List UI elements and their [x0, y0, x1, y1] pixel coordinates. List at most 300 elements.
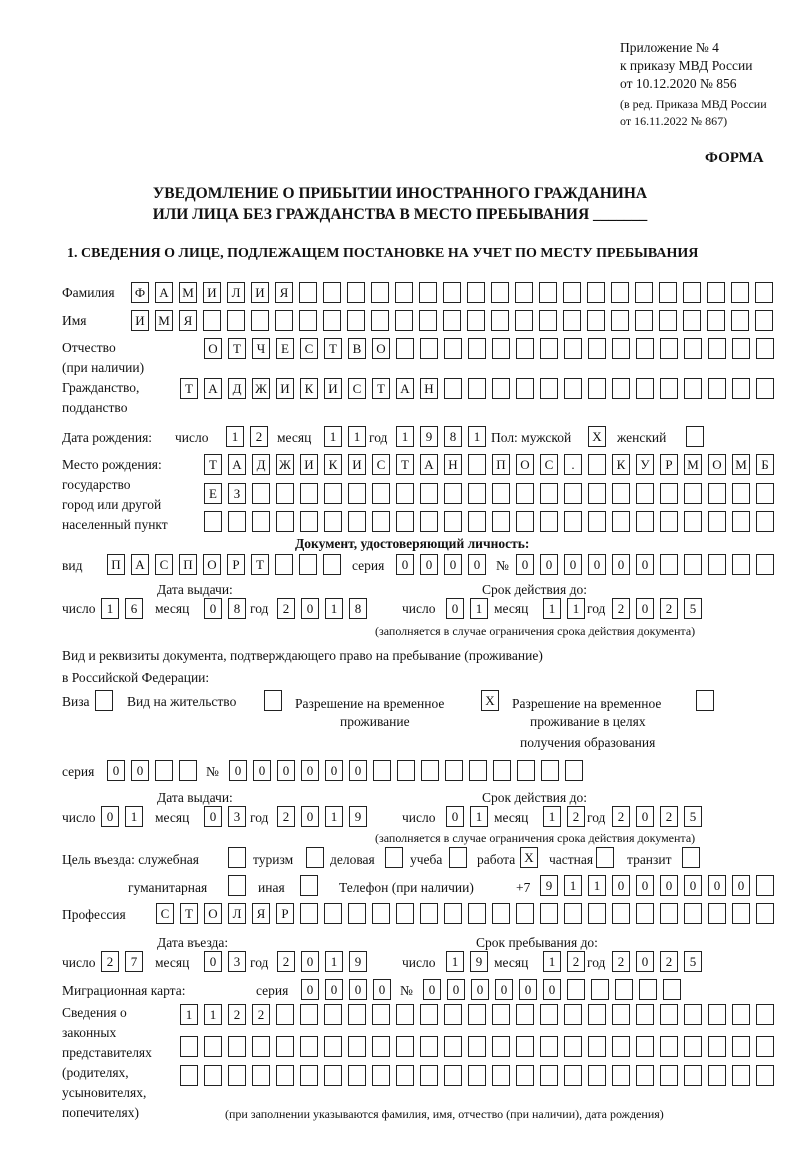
row3-cell[interactable] — [468, 1065, 486, 1086]
patronymic-cell[interactable] — [540, 338, 558, 359]
row2-cell[interactable] — [660, 1036, 678, 1057]
row3-cell[interactable] — [228, 1065, 246, 1086]
series-cell[interactable]: 0 — [301, 979, 319, 1000]
row1-cell[interactable] — [636, 1004, 654, 1025]
surname-cell[interactable] — [731, 282, 749, 303]
pob1-cell[interactable]: К — [324, 454, 342, 475]
pob3-cell[interactable] — [708, 511, 726, 532]
pob3-cell[interactable] — [636, 511, 654, 532]
surname-cell[interactable] — [419, 282, 437, 303]
pob2-cell[interactable]: Е — [204, 483, 222, 504]
patronymic-cell[interactable] — [684, 338, 702, 359]
number-cell[interactable]: 0 — [495, 979, 513, 1000]
pob2-cell[interactable] — [588, 483, 606, 504]
name-cell[interactable]: И — [131, 310, 149, 331]
row1-cell[interactable] — [324, 1004, 342, 1025]
stay-year-cell[interactable]: 0 — [636, 951, 654, 972]
issue-year-cell[interactable]: 1 — [325, 598, 343, 619]
issue-day-cell[interactable]: 1 — [101, 598, 119, 619]
dob-year-cell[interactable]: 8 — [444, 426, 462, 447]
year-cell[interactable]: 2 — [277, 951, 295, 972]
kind-cell[interactable]: С — [155, 554, 173, 575]
pob2-cell[interactable] — [324, 483, 342, 504]
row2-cell[interactable] — [636, 1036, 654, 1057]
surname-cell[interactable] — [587, 282, 605, 303]
row3-cell[interactable] — [612, 1065, 630, 1086]
dob-year-cell[interactable]: 9 — [420, 426, 438, 447]
row3-cell[interactable] — [540, 1065, 558, 1086]
row2-cell[interactable] — [756, 1036, 774, 1057]
issue-year-cell[interactable]: 9 — [349, 806, 367, 827]
issue-month-cell[interactable]: 0 — [204, 806, 222, 827]
pob1-cell[interactable]: М — [732, 454, 750, 475]
pob2-cell[interactable] — [540, 483, 558, 504]
profession-cell[interactable] — [684, 903, 702, 924]
row2-cell[interactable] — [612, 1036, 630, 1057]
name-cell[interactable] — [491, 310, 509, 331]
row3-cell[interactable] — [708, 1065, 726, 1086]
kind-cell[interactable]: Р — [227, 554, 245, 575]
row1-cell[interactable] — [708, 1004, 726, 1025]
number-cell[interactable]: 0 — [564, 554, 582, 575]
citizenship-cell[interactable] — [708, 378, 726, 399]
kind-cell[interactable]: П — [107, 554, 125, 575]
pob1-cell[interactable]: . — [564, 454, 582, 475]
citizenship-cell[interactable]: И — [324, 378, 342, 399]
name-cell[interactable] — [227, 310, 245, 331]
profession-cell[interactable] — [492, 903, 510, 924]
name-cell[interactable] — [443, 310, 461, 331]
pob1-cell[interactable]: Т — [204, 454, 222, 475]
pob1-cell[interactable]: О — [708, 454, 726, 475]
patronymic-cell[interactable] — [396, 338, 414, 359]
trpe-cell[interactable] — [696, 690, 714, 711]
valid-year-cell[interactable]: 5 — [684, 806, 702, 827]
pob1-cell[interactable]: Д — [252, 454, 270, 475]
row1-cell[interactable] — [420, 1004, 438, 1025]
surname-cell[interactable] — [323, 282, 341, 303]
name-cell[interactable] — [563, 310, 581, 331]
citizenship-cell[interactable] — [468, 378, 486, 399]
issue-year-cell[interactable]: 2 — [277, 806, 295, 827]
surname-cell[interactable] — [395, 282, 413, 303]
row2-cell[interactable] — [732, 1036, 750, 1057]
row1-cell[interactable] — [468, 1004, 486, 1025]
name-cell[interactable] — [347, 310, 365, 331]
row1-cell[interactable] — [564, 1004, 582, 1025]
phone-cell[interactable]: 0 — [660, 875, 678, 896]
business-cell[interactable] — [385, 847, 403, 868]
pob3-cell[interactable] — [756, 511, 774, 532]
row1-cell[interactable] — [516, 1004, 534, 1025]
other-cell[interactable] — [300, 875, 318, 896]
issue-day-cell[interactable]: 6 — [125, 598, 143, 619]
row1-cell[interactable] — [732, 1004, 750, 1025]
profession-cell[interactable]: Я — [252, 903, 270, 924]
citizenship-cell[interactable]: А — [396, 378, 414, 399]
number-cell[interactable] — [493, 760, 511, 781]
number-cell[interactable] — [660, 554, 678, 575]
pob3-cell[interactable] — [276, 511, 294, 532]
name-cell[interactable] — [371, 310, 389, 331]
citizenship-cell[interactable] — [588, 378, 606, 399]
series-cell[interactable]: 0 — [468, 554, 486, 575]
citizenship-cell[interactable]: Т — [180, 378, 198, 399]
name-cell[interactable] — [467, 310, 485, 331]
issue-year-cell[interactable]: 1 — [325, 806, 343, 827]
pob1-cell[interactable]: И — [348, 454, 366, 475]
patronymic-cell[interactable] — [420, 338, 438, 359]
row1-cell[interactable] — [396, 1004, 414, 1025]
row2-cell[interactable] — [708, 1036, 726, 1057]
row2-cell[interactable] — [396, 1036, 414, 1057]
row2-cell[interactable] — [420, 1036, 438, 1057]
row2-cell[interactable] — [324, 1036, 342, 1057]
citizenship-cell[interactable] — [540, 378, 558, 399]
number-cell[interactable] — [567, 979, 585, 1000]
pob1-cell[interactable] — [468, 454, 486, 475]
phone-cell[interactable] — [756, 875, 774, 896]
pob2-cell[interactable] — [684, 483, 702, 504]
valid-month-cell[interactable]: 1 — [543, 806, 561, 827]
number-cell[interactable]: 0 — [423, 979, 441, 1000]
number-cell[interactable]: 0 — [325, 760, 343, 781]
pob2-cell[interactable] — [348, 483, 366, 504]
number-cell[interactable] — [445, 760, 463, 781]
valid-year-cell[interactable]: 5 — [684, 598, 702, 619]
surname-cell[interactable]: Л — [227, 282, 245, 303]
row2-cell[interactable] — [372, 1036, 390, 1057]
phone-cell[interactable]: 1 — [588, 875, 606, 896]
name-cell[interactable]: М — [155, 310, 173, 331]
profession-cell[interactable] — [420, 903, 438, 924]
number-cell[interactable] — [615, 979, 633, 1000]
private-cell[interactable] — [596, 847, 614, 868]
row2-cell[interactable] — [204, 1036, 222, 1057]
patronymic-cell[interactable] — [588, 338, 606, 359]
name-cell[interactable] — [659, 310, 677, 331]
pob2-cell[interactable] — [372, 483, 390, 504]
kind-cell[interactable] — [275, 554, 293, 575]
profession-cell[interactable] — [588, 903, 606, 924]
row2-cell[interactable] — [516, 1036, 534, 1057]
row1-cell[interactable]: 1 — [180, 1004, 198, 1025]
profession-cell[interactable] — [348, 903, 366, 924]
series-cell[interactable]: 0 — [444, 554, 462, 575]
pob3-cell[interactable] — [732, 511, 750, 532]
surname-cell[interactable] — [563, 282, 581, 303]
name-cell[interactable] — [539, 310, 557, 331]
name-cell[interactable] — [251, 310, 269, 331]
citizenship-cell[interactable]: Н — [420, 378, 438, 399]
row1-cell[interactable]: 2 — [228, 1004, 246, 1025]
row3-cell[interactable] — [204, 1065, 222, 1086]
number-cell[interactable] — [421, 760, 439, 781]
profession-cell[interactable]: Р — [276, 903, 294, 924]
row1-cell[interactable] — [612, 1004, 630, 1025]
profession-cell[interactable] — [396, 903, 414, 924]
citizenship-cell[interactable] — [636, 378, 654, 399]
pob2-cell[interactable] — [756, 483, 774, 504]
name-cell[interactable] — [515, 310, 533, 331]
profession-cell[interactable] — [732, 903, 750, 924]
number-cell[interactable]: 0 — [636, 554, 654, 575]
row1-cell[interactable] — [444, 1004, 462, 1025]
name-cell[interactable] — [395, 310, 413, 331]
surname-cell[interactable] — [635, 282, 653, 303]
number-cell[interactable]: 0 — [543, 979, 561, 1000]
citizenship-cell[interactable] — [564, 378, 582, 399]
pob3-cell[interactable] — [420, 511, 438, 532]
name-cell[interactable] — [203, 310, 221, 331]
pob2-cell[interactable] — [516, 483, 534, 504]
pob2-cell[interactable] — [276, 483, 294, 504]
row2-cell[interactable] — [180, 1036, 198, 1057]
profession-cell[interactable] — [516, 903, 534, 924]
pob2-cell[interactable] — [492, 483, 510, 504]
number-cell[interactable] — [469, 760, 487, 781]
profession-cell[interactable] — [660, 903, 678, 924]
surname-cell[interactable] — [683, 282, 701, 303]
surname-cell[interactable] — [659, 282, 677, 303]
valid-year-cell[interactable]: 0 — [636, 806, 654, 827]
pob1-cell[interactable]: С — [540, 454, 558, 475]
issue-year-cell[interactable]: 0 — [301, 806, 319, 827]
issue-month-cell[interactable]: 0 — [204, 598, 222, 619]
number-cell[interactable] — [756, 554, 774, 575]
patronymic-cell[interactable] — [492, 338, 510, 359]
profession-cell[interactable]: О — [204, 903, 222, 924]
day-cell[interactable]: 2 — [101, 951, 119, 972]
surname-cell[interactable] — [371, 282, 389, 303]
row3-cell[interactable] — [348, 1065, 366, 1086]
visa-cell[interactable] — [95, 690, 113, 711]
row1-cell[interactable]: 1 — [204, 1004, 222, 1025]
citizenship-cell[interactable]: Ж — [252, 378, 270, 399]
series-cell[interactable]: 0 — [107, 760, 125, 781]
pob1-cell[interactable]: С — [372, 454, 390, 475]
name-cell[interactable] — [299, 310, 317, 331]
row2-cell[interactable] — [348, 1036, 366, 1057]
valid-year-cell[interactable]: 2 — [612, 806, 630, 827]
row2-cell[interactable] — [300, 1036, 318, 1057]
patronymic-cell[interactable]: О — [372, 338, 390, 359]
valid-day-cell[interactable]: 0 — [446, 806, 464, 827]
row3-cell[interactable] — [252, 1065, 270, 1086]
citizenship-cell[interactable] — [516, 378, 534, 399]
pob3-cell[interactable] — [492, 511, 510, 532]
series-cell[interactable]: 0 — [373, 979, 391, 1000]
kind-cell[interactable]: Т — [251, 554, 269, 575]
citizenship-cell[interactable] — [684, 378, 702, 399]
series-cell[interactable] — [179, 760, 197, 781]
name-cell[interactable] — [587, 310, 605, 331]
row3-cell[interactable] — [756, 1065, 774, 1086]
citizenship-cell[interactable] — [492, 378, 510, 399]
pob3-cell[interactable] — [564, 511, 582, 532]
name-cell[interactable] — [275, 310, 293, 331]
patronymic-cell[interactable]: Т — [324, 338, 342, 359]
rp-cell[interactable] — [264, 690, 282, 711]
pob1-cell[interactable]: Т — [396, 454, 414, 475]
citizenship-cell[interactable]: Т — [372, 378, 390, 399]
work-cell[interactable]: X — [520, 847, 538, 868]
surname-cell[interactable]: Ф — [131, 282, 149, 303]
surname-cell[interactable]: А — [155, 282, 173, 303]
pob1-cell[interactable]: И — [300, 454, 318, 475]
patronymic-cell[interactable]: Т — [228, 338, 246, 359]
series-cell[interactable]: 0 — [396, 554, 414, 575]
profession-cell[interactable] — [300, 903, 318, 924]
patronymic-cell[interactable]: О — [204, 338, 222, 359]
row1-cell[interactable] — [540, 1004, 558, 1025]
surname-cell[interactable] — [755, 282, 773, 303]
row1-cell[interactable] — [588, 1004, 606, 1025]
profession-cell[interactable] — [324, 903, 342, 924]
valid-month-cell[interactable]: 1 — [567, 598, 585, 619]
number-cell[interactable] — [684, 554, 702, 575]
phone-cell[interactable]: 0 — [684, 875, 702, 896]
number-cell[interactable] — [639, 979, 657, 1000]
citizenship-cell[interactable] — [732, 378, 750, 399]
profession-cell[interactable] — [708, 903, 726, 924]
row2-cell[interactable] — [252, 1036, 270, 1057]
row2-cell[interactable] — [276, 1036, 294, 1057]
pob3-cell[interactable] — [684, 511, 702, 532]
transit-cell[interactable] — [682, 847, 700, 868]
citizenship-cell[interactable] — [612, 378, 630, 399]
number-cell[interactable] — [517, 760, 535, 781]
series-cell[interactable]: 0 — [349, 979, 367, 1000]
pob2-cell[interactable] — [444, 483, 462, 504]
number-cell[interactable]: 0 — [301, 760, 319, 781]
surname-cell[interactable]: М — [179, 282, 197, 303]
surname-cell[interactable] — [347, 282, 365, 303]
row2-cell[interactable] — [468, 1036, 486, 1057]
tourism-cell[interactable] — [306, 847, 324, 868]
pob2-cell[interactable]: З — [228, 483, 246, 504]
number-cell[interactable]: 0 — [588, 554, 606, 575]
pob3-cell[interactable] — [396, 511, 414, 532]
series-cell[interactable]: 0 — [325, 979, 343, 1000]
number-cell[interactable]: 0 — [471, 979, 489, 1000]
number-cell[interactable] — [732, 554, 750, 575]
stay-year-cell[interactable]: 2 — [660, 951, 678, 972]
pob3-cell[interactable] — [324, 511, 342, 532]
number-cell[interactable]: 0 — [612, 554, 630, 575]
valid-year-cell[interactable]: 0 — [636, 598, 654, 619]
row1-cell[interactable] — [492, 1004, 510, 1025]
patronymic-cell[interactable] — [708, 338, 726, 359]
row3-cell[interactable] — [588, 1065, 606, 1086]
surname-cell[interactable] — [611, 282, 629, 303]
surname-cell[interactable] — [539, 282, 557, 303]
patronymic-cell[interactable] — [660, 338, 678, 359]
pob2-cell[interactable] — [396, 483, 414, 504]
pob1-cell[interactable]: Р — [660, 454, 678, 475]
name-cell[interactable] — [419, 310, 437, 331]
citizenship-cell[interactable] — [444, 378, 462, 399]
row3-cell[interactable] — [420, 1065, 438, 1086]
pob3-cell[interactable] — [468, 511, 486, 532]
number-cell[interactable] — [397, 760, 415, 781]
patronymic-cell[interactable] — [468, 338, 486, 359]
row1-cell[interactable] — [300, 1004, 318, 1025]
row2-cell[interactable] — [444, 1036, 462, 1057]
row1-cell[interactable] — [756, 1004, 774, 1025]
kind-cell[interactable] — [323, 554, 341, 575]
pob1-cell[interactable]: А — [228, 454, 246, 475]
phone-cell[interactable]: 0 — [732, 875, 750, 896]
issue-day-cell[interactable]: 0 — [101, 806, 119, 827]
profession-cell[interactable]: Л — [228, 903, 246, 924]
pob3-cell[interactable] — [300, 511, 318, 532]
pob2-cell[interactable] — [660, 483, 678, 504]
surname-cell[interactable] — [467, 282, 485, 303]
surname-cell[interactable] — [515, 282, 533, 303]
surname-cell[interactable] — [443, 282, 461, 303]
issue-day-cell[interactable]: 1 — [125, 806, 143, 827]
profession-cell[interactable] — [564, 903, 582, 924]
patronymic-cell[interactable]: Е — [276, 338, 294, 359]
row2-cell[interactable] — [564, 1036, 582, 1057]
pob1-cell[interactable]: Ж — [276, 454, 294, 475]
dob-day-cell[interactable]: 2 — [250, 426, 268, 447]
pob2-cell[interactable] — [636, 483, 654, 504]
name-cell[interactable] — [635, 310, 653, 331]
citizenship-cell[interactable]: К — [300, 378, 318, 399]
row2-cell[interactable] — [228, 1036, 246, 1057]
row3-cell[interactable] — [636, 1065, 654, 1086]
row3-cell[interactable] — [324, 1065, 342, 1086]
pob2-cell[interactable] — [708, 483, 726, 504]
row1-cell[interactable] — [684, 1004, 702, 1025]
issue-month-cell[interactable]: 3 — [228, 806, 246, 827]
row3-cell[interactable] — [180, 1065, 198, 1086]
profession-cell[interactable] — [468, 903, 486, 924]
profession-cell[interactable] — [612, 903, 630, 924]
name-cell[interactable] — [611, 310, 629, 331]
pob3-cell[interactable] — [228, 511, 246, 532]
pob3-cell[interactable] — [540, 511, 558, 532]
number-cell[interactable]: 0 — [447, 979, 465, 1000]
phone-cell[interactable]: 0 — [636, 875, 654, 896]
row3-cell[interactable] — [684, 1065, 702, 1086]
pob3-cell[interactable] — [348, 511, 366, 532]
row1-cell[interactable] — [660, 1004, 678, 1025]
month-cell[interactable]: 3 — [228, 951, 246, 972]
surname-cell[interactable] — [707, 282, 725, 303]
month-cell[interactable]: 0 — [204, 951, 222, 972]
pob2-cell[interactable] — [564, 483, 582, 504]
pob1-cell[interactable] — [588, 454, 606, 475]
surname-cell[interactable]: Я — [275, 282, 293, 303]
patronymic-cell[interactable] — [516, 338, 534, 359]
row2-cell[interactable] — [588, 1036, 606, 1057]
patronymic-cell[interactable]: Ч — [252, 338, 270, 359]
valid-day-cell[interactable]: 0 — [446, 598, 464, 619]
stay-month-cell[interactable]: 1 — [543, 951, 561, 972]
day-cell[interactable]: 7 — [125, 951, 143, 972]
pob3-cell[interactable] — [612, 511, 630, 532]
row1-cell[interactable] — [348, 1004, 366, 1025]
pob3-cell[interactable] — [444, 511, 462, 532]
row3-cell[interactable] — [276, 1065, 294, 1086]
pob3-cell[interactable] — [252, 511, 270, 532]
number-cell[interactable] — [541, 760, 559, 781]
valid-month-cell[interactable]: 2 — [567, 806, 585, 827]
patronymic-cell[interactable] — [444, 338, 462, 359]
